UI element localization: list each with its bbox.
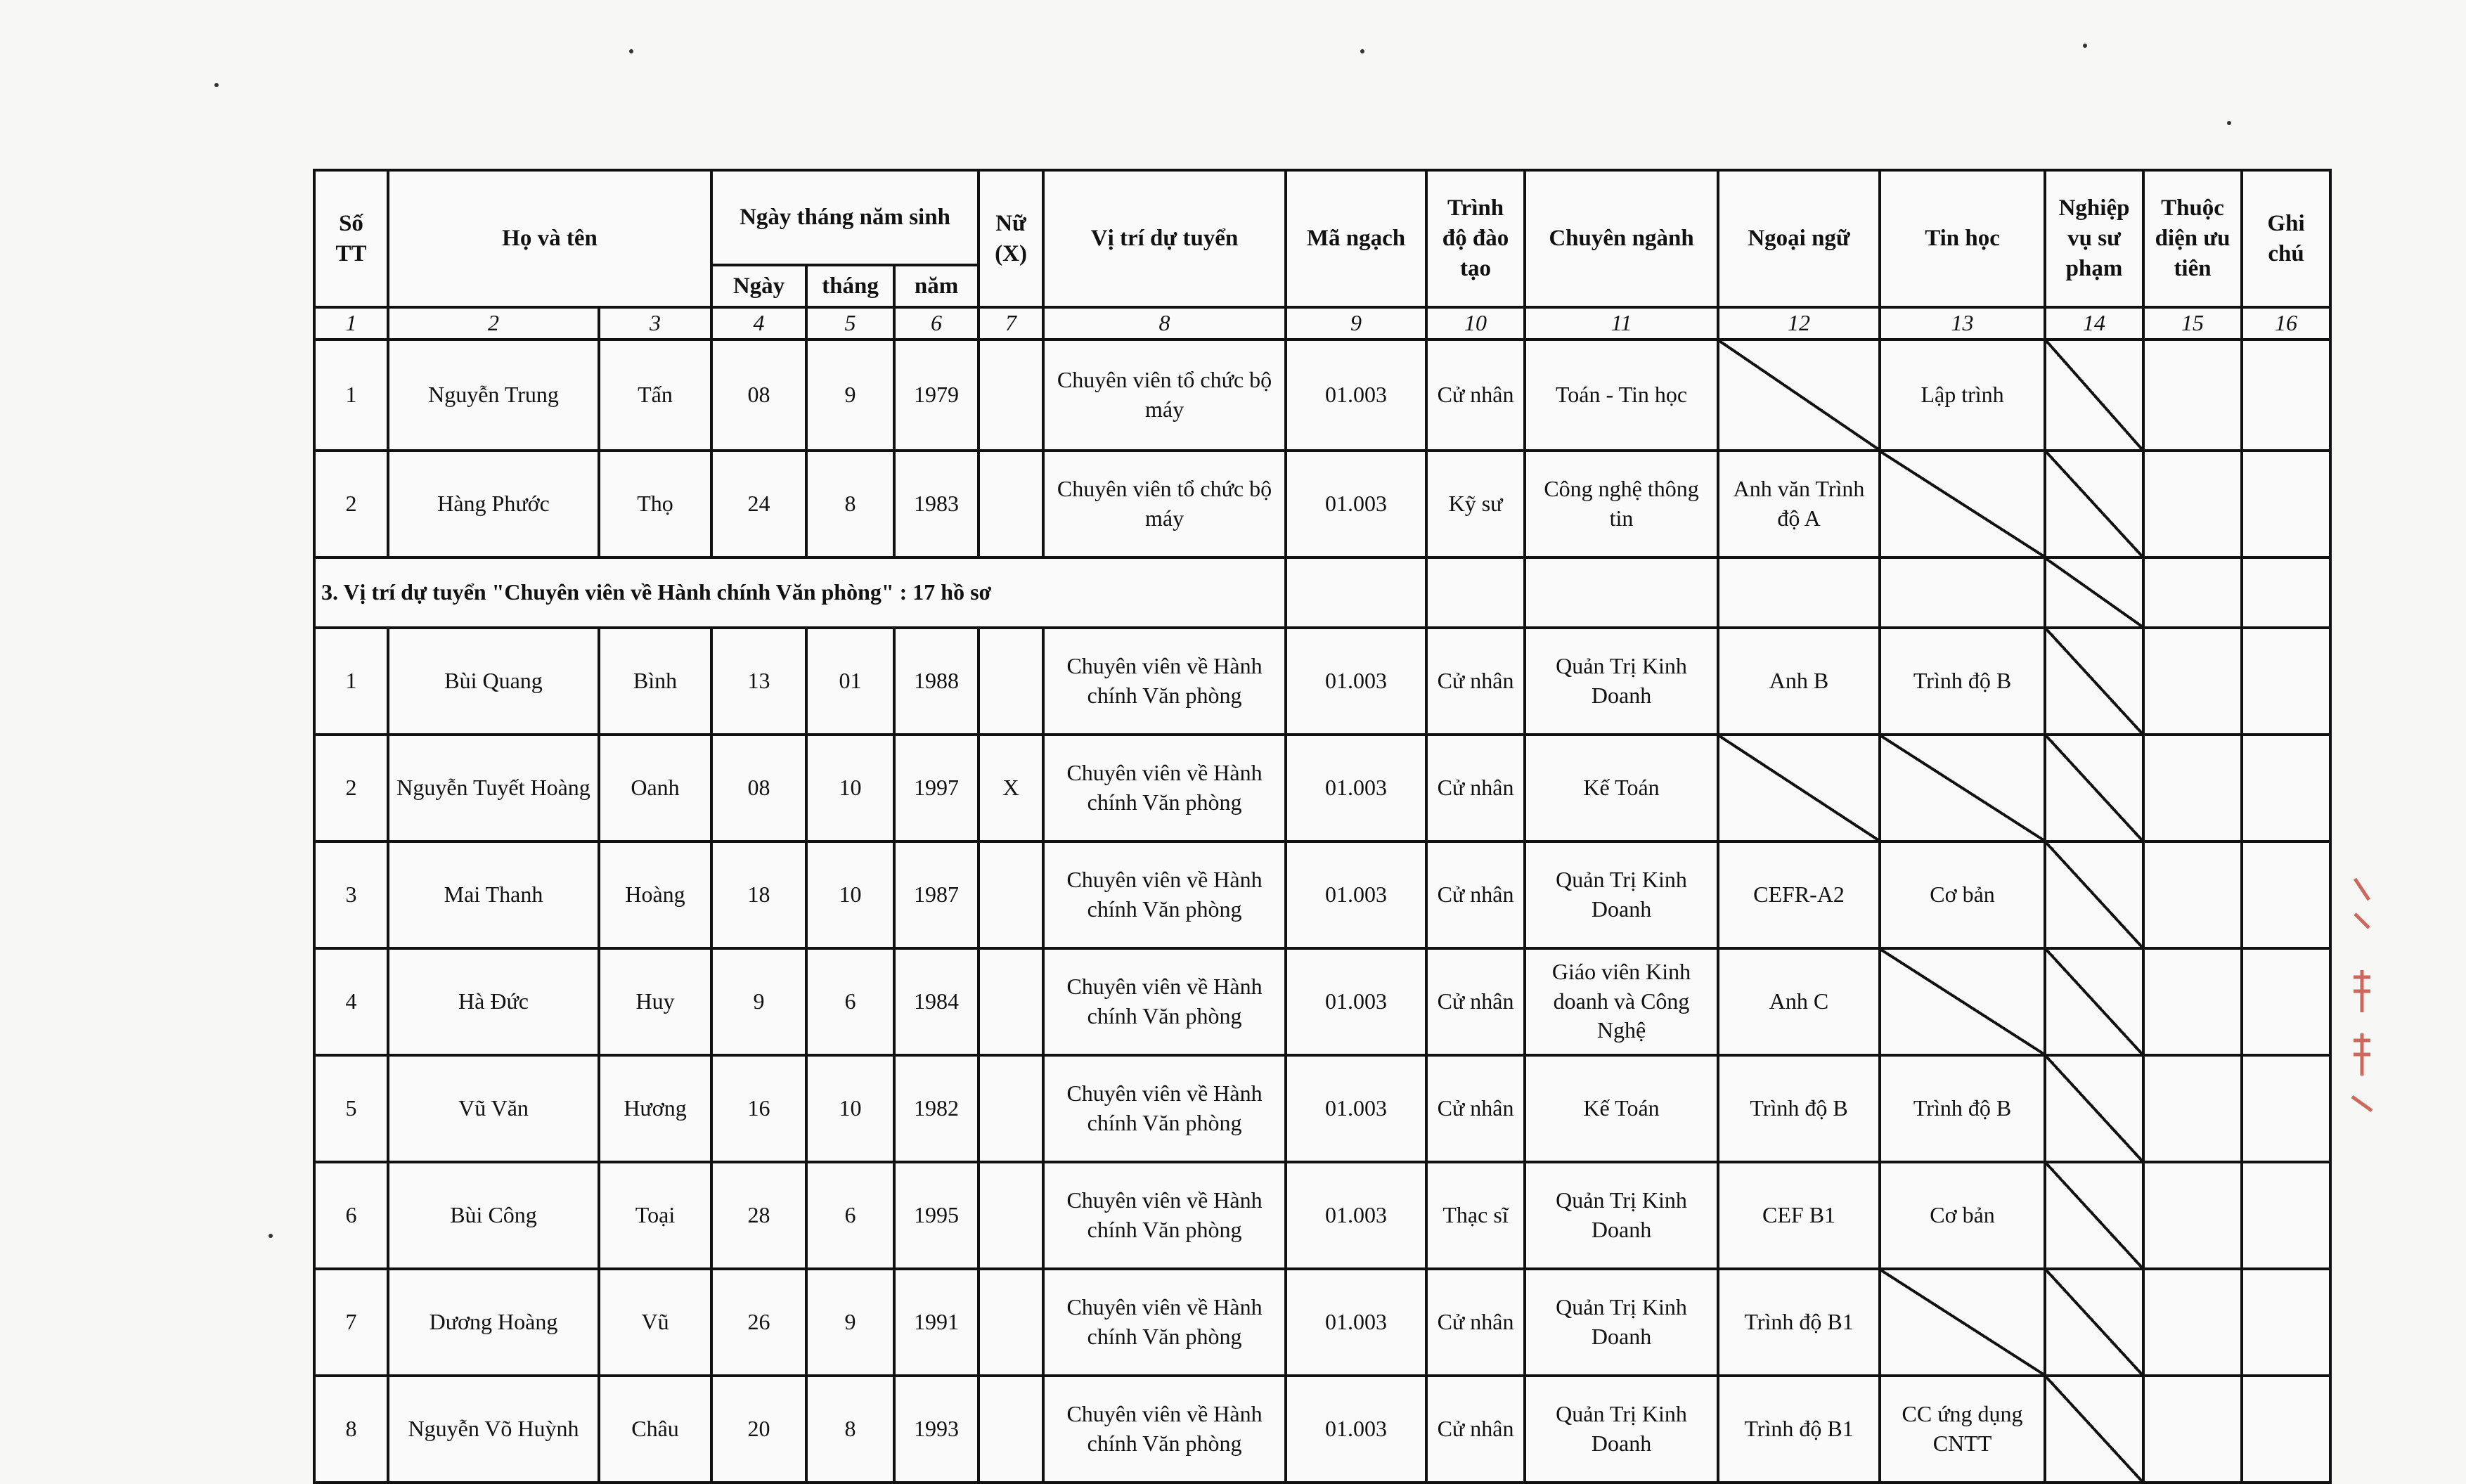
cell-ngoai-ngu bbox=[1718, 735, 1880, 841]
cell-ho: Nguyễn Võ Huỳnh bbox=[388, 1376, 599, 1483]
scan-speck bbox=[269, 1234, 273, 1238]
cell-empty bbox=[1880, 557, 2045, 628]
scan-speck bbox=[214, 83, 219, 87]
cell-ngay: 16 bbox=[711, 1055, 806, 1162]
cell-vi-tri: Chuyên viên về Hành chính Văn phòng bbox=[1043, 1055, 1286, 1162]
cell-empty bbox=[2242, 557, 2330, 628]
cell-ho: Nguyễn Tuyết Hoàng bbox=[388, 735, 599, 841]
cell-tin-hoc bbox=[1880, 451, 2045, 557]
cell-tin-hoc: CC ứng dụng CNTT bbox=[1880, 1376, 2045, 1483]
column-number: 15 bbox=[2143, 307, 2242, 340]
cell-nghiep-vu bbox=[2045, 1055, 2143, 1162]
cell-thuoc-dien bbox=[2143, 735, 2242, 841]
cell-tin-hoc bbox=[1880, 1269, 2045, 1376]
table-row bbox=[314, 1376, 2330, 1483]
cell-nam: 1991 bbox=[894, 1269, 979, 1376]
cell-trinh-do: Cử nhân bbox=[1426, 948, 1525, 1055]
cell-trinh-do: Cử nhân bbox=[1426, 628, 1525, 735]
table-row bbox=[314, 451, 2330, 557]
cell-ngay: 9 bbox=[711, 948, 806, 1055]
cell-ngoai-ngu: CEFR-A2 bbox=[1718, 841, 1880, 948]
cell-ghi-chu bbox=[2242, 841, 2330, 948]
cell-ten: Huy bbox=[599, 948, 711, 1055]
column-number: 3 bbox=[599, 307, 711, 340]
cell-nu bbox=[979, 841, 1043, 948]
stamp-marks-icon bbox=[2348, 872, 2376, 1125]
cell-nam: 1988 bbox=[894, 628, 979, 735]
header-row bbox=[314, 170, 2330, 265]
cell-thuoc-dien bbox=[2143, 628, 2242, 735]
col-header-vi-tri: Vị trí dự tuyển bbox=[1043, 170, 1286, 307]
cell-ten: Vũ bbox=[599, 1269, 711, 1376]
column-number: 10 bbox=[1426, 307, 1525, 340]
column-number: 7 bbox=[979, 307, 1043, 340]
cell-thuoc-dien bbox=[2143, 340, 2242, 451]
cell-ngay: 28 bbox=[711, 1162, 806, 1269]
cell-thang: 6 bbox=[806, 948, 894, 1055]
cell-trinh-do: Cử nhân bbox=[1426, 1376, 1525, 1483]
cell-ten: Hoàng bbox=[599, 841, 711, 948]
cell-tin-hoc bbox=[1880, 735, 2045, 841]
cell-ma-ngach: 01.003 bbox=[1286, 1055, 1426, 1162]
cell-stt: 1 bbox=[314, 628, 388, 735]
col-header-ho-ten: Họ và tên bbox=[388, 170, 711, 307]
cell-nu: X bbox=[979, 735, 1043, 841]
cell-nu bbox=[979, 628, 1043, 735]
cell-chuyen-nganh: Quản Trị Kinh Doanh bbox=[1525, 1162, 1718, 1269]
cell-trinh-do: Cử nhân bbox=[1426, 1269, 1525, 1376]
cell-ghi-chu bbox=[2242, 628, 2330, 735]
table-row bbox=[314, 948, 2330, 1055]
cell-tin-hoc: Trình độ B bbox=[1880, 1055, 2045, 1162]
table-row bbox=[314, 340, 2330, 451]
cell-ghi-chu bbox=[2242, 1376, 2330, 1483]
cell-ngay: 18 bbox=[711, 841, 806, 948]
col-header-stt: Số TT bbox=[314, 170, 388, 307]
cell-nghiep-vu bbox=[2045, 628, 2143, 735]
cell-stt: 5 bbox=[314, 1055, 388, 1162]
cell-ngoai-ngu: Trình độ B1 bbox=[1718, 1376, 1880, 1483]
cell-vi-tri: Chuyên viên tổ chức bộ máy bbox=[1043, 340, 1286, 451]
cell-thuoc-dien bbox=[2143, 1269, 2242, 1376]
cell-empty bbox=[1718, 557, 1880, 628]
column-number: 4 bbox=[711, 307, 806, 340]
cell-thang: 01 bbox=[806, 628, 894, 735]
cell-ngoai-ngu: CEF B1 bbox=[1718, 1162, 1880, 1269]
cell-ma-ngach: 01.003 bbox=[1286, 628, 1426, 735]
cell-ma-ngach: 01.003 bbox=[1286, 735, 1426, 841]
cell-ho: Bùi Quang bbox=[388, 628, 599, 735]
cell-ngoai-ngu: Trình độ B bbox=[1718, 1055, 1880, 1162]
col-header-ngay: Ngày bbox=[711, 265, 806, 307]
cell-nam: 1983 bbox=[894, 451, 979, 557]
cell-ten: Tấn bbox=[599, 340, 711, 451]
cell-tin-hoc: Cơ bản bbox=[1880, 1162, 2045, 1269]
column-number: 12 bbox=[1718, 307, 1880, 340]
table-row bbox=[314, 628, 2330, 735]
cell-ten: Oanh bbox=[599, 735, 711, 841]
cell-trinh-do: Cử nhân bbox=[1426, 841, 1525, 948]
cell-thuoc-dien bbox=[2143, 1055, 2242, 1162]
col-header-chuyen-nganh: Chuyên ngành bbox=[1525, 170, 1718, 307]
cell-vi-tri: Chuyên viên về Hành chính Văn phòng bbox=[1043, 628, 1286, 735]
column-number: 5 bbox=[806, 307, 894, 340]
cell-vi-tri: Chuyên viên về Hành chính Văn phòng bbox=[1043, 841, 1286, 948]
table-row bbox=[314, 1162, 2330, 1269]
cell-nghiep-vu bbox=[2045, 340, 2143, 451]
cell-ghi-chu bbox=[2242, 1162, 2330, 1269]
cell-ma-ngach: 01.003 bbox=[1286, 451, 1426, 557]
cell-nam: 1982 bbox=[894, 1055, 979, 1162]
scan-speck bbox=[2083, 44, 2087, 48]
cell-thuoc-dien bbox=[2143, 1162, 2242, 1269]
column-number: 8 bbox=[1043, 307, 1286, 340]
cell-nghiep-vu bbox=[2045, 1162, 2143, 1269]
cell-thuoc-dien bbox=[2143, 841, 2242, 948]
cell-ho: Mai Thanh bbox=[388, 841, 599, 948]
section-title: 3. Vị trí dự tuyển "Chuyên viên về Hành chính Văn phòng" : 17 hồ sơ bbox=[314, 557, 1286, 628]
cell-nghiep-vu bbox=[2045, 1376, 2143, 1483]
cell-stt: 1 bbox=[314, 340, 388, 451]
col-header-nu: Nữ (X) bbox=[979, 170, 1043, 307]
column-number: 6 bbox=[894, 307, 979, 340]
cell-nu bbox=[979, 1376, 1043, 1483]
table-row bbox=[314, 735, 2330, 841]
column-number: 1 bbox=[314, 307, 388, 340]
cell-ma-ngach: 01.003 bbox=[1286, 1376, 1426, 1483]
column-number: 2 bbox=[388, 307, 599, 340]
cell-ho: Bùi Công bbox=[388, 1162, 599, 1269]
column-number: 11 bbox=[1525, 307, 1718, 340]
cell-nam: 1993 bbox=[894, 1376, 979, 1483]
cell-ngay: 08 bbox=[711, 340, 806, 451]
cell-chuyen-nganh: Quản Trị Kinh Doanh bbox=[1525, 1269, 1718, 1376]
cell-ngay: 24 bbox=[711, 451, 806, 557]
cell-stt: 2 bbox=[314, 735, 388, 841]
scan-speck bbox=[1360, 49, 1364, 53]
cell-vi-tri: Chuyên viên về Hành chính Văn phòng bbox=[1043, 1376, 1286, 1483]
cell-ho: Nguyễn Trung bbox=[388, 340, 599, 451]
col-header-ma-ngach: Mã ngạch bbox=[1286, 170, 1426, 307]
col-header-thuoc-dien: Thuộc diện ưu tiên bbox=[2143, 170, 2242, 307]
cell-stt: 7 bbox=[314, 1269, 388, 1376]
col-header-nghiep-vu: Nghiệp vụ sư phạm bbox=[2045, 170, 2143, 307]
cell-ma-ngach: 01.003 bbox=[1286, 948, 1426, 1055]
col-header-nam: năm bbox=[894, 265, 979, 307]
cell-vi-tri: Chuyên viên tổ chức bộ máy bbox=[1043, 451, 1286, 557]
column-number: 9 bbox=[1286, 307, 1426, 340]
scan-speck bbox=[629, 49, 633, 53]
cell-nu bbox=[979, 1162, 1043, 1269]
cell-thang: 9 bbox=[806, 340, 894, 451]
cell-ma-ngach: 01.003 bbox=[1286, 841, 1426, 948]
cell-stt: 4 bbox=[314, 948, 388, 1055]
cell-tin-hoc: Cơ bản bbox=[1880, 841, 2045, 948]
cell-nu bbox=[979, 340, 1043, 451]
cell-ghi-chu bbox=[2242, 1055, 2330, 1162]
col-header-thang: tháng bbox=[806, 265, 894, 307]
cell-ho: Hàng Phước bbox=[388, 451, 599, 557]
cell-stt: 2 bbox=[314, 451, 388, 557]
cell-empty bbox=[1525, 557, 1718, 628]
cell-thang: 9 bbox=[806, 1269, 894, 1376]
cell-thang: 10 bbox=[806, 841, 894, 948]
cell-thang: 8 bbox=[806, 1376, 894, 1483]
cell-chuyen-nganh: Quản Trị Kinh Doanh bbox=[1525, 1376, 1718, 1483]
cell-ma-ngach: 01.003 bbox=[1286, 340, 1426, 451]
cell-tin-hoc: Trình độ B bbox=[1880, 628, 2045, 735]
cell-thang: 6 bbox=[806, 1162, 894, 1269]
cell-stt: 3 bbox=[314, 841, 388, 948]
cell-ghi-chu bbox=[2242, 735, 2330, 841]
cell-vi-tri: Chuyên viên về Hành chính Văn phòng bbox=[1043, 1269, 1286, 1376]
cell-thang: 10 bbox=[806, 1055, 894, 1162]
column-number-row bbox=[314, 307, 2330, 340]
cell-ngoai-ngu: Anh văn Trình độ A bbox=[1718, 451, 1880, 557]
cell-ngoai-ngu: Trình độ B1 bbox=[1718, 1269, 1880, 1376]
cell-nu bbox=[979, 1055, 1043, 1162]
cell-empty bbox=[1286, 557, 1426, 628]
col-header-ghi-chu: Ghi chú bbox=[2242, 170, 2330, 307]
cell-ho: Hà Đức bbox=[388, 948, 599, 1055]
cell-nghiep-vu bbox=[2045, 1269, 2143, 1376]
cell-ma-ngach: 01.003 bbox=[1286, 1269, 1426, 1376]
cell-ghi-chu bbox=[2242, 948, 2330, 1055]
cell-trinh-do: Thạc sĩ bbox=[1426, 1162, 1525, 1269]
cell-nghiep-vu bbox=[2045, 735, 2143, 841]
cell-nam: 1997 bbox=[894, 735, 979, 841]
cell-trinh-do: Cử nhân bbox=[1426, 1055, 1525, 1162]
cell-chuyen-nganh: Giáo viên Kinh doanh và Công Nghệ bbox=[1525, 948, 1718, 1055]
cell-nghiep-vu bbox=[2045, 451, 2143, 557]
cell-ngay: 08 bbox=[711, 735, 806, 841]
cell-stt: 6 bbox=[314, 1162, 388, 1269]
cell-ten: Châu bbox=[599, 1376, 711, 1483]
cell-thuoc-dien bbox=[2143, 948, 2242, 1055]
table-row bbox=[314, 1055, 2330, 1162]
cell-nu bbox=[979, 1269, 1043, 1376]
cell-ho: Vũ Văn bbox=[388, 1055, 599, 1162]
cell-tin-hoc bbox=[1880, 948, 2045, 1055]
col-header-ngay-sinh: Ngày tháng năm sinh bbox=[711, 170, 979, 265]
cell-ma-ngach: 01.003 bbox=[1286, 1162, 1426, 1269]
cell-ho: Dương Hoàng bbox=[388, 1269, 599, 1376]
cell-ngay: 13 bbox=[711, 628, 806, 735]
cell-nu bbox=[979, 948, 1043, 1055]
cell-chuyen-nganh: Toán - Tin học bbox=[1525, 340, 1718, 451]
cell-chuyen-nganh: Công nghệ thông tin bbox=[1525, 451, 1718, 557]
cell-thang: 10 bbox=[806, 735, 894, 841]
table-row bbox=[314, 1269, 2330, 1376]
column-number: 14 bbox=[2045, 307, 2143, 340]
cell-ghi-chu bbox=[2242, 1269, 2330, 1376]
candidate-table bbox=[313, 169, 2332, 1484]
cell-trinh-do: Cử nhân bbox=[1426, 735, 1525, 841]
cell-ten: Bình bbox=[599, 628, 711, 735]
cell-chuyen-nganh: Kế Toán bbox=[1525, 1055, 1718, 1162]
column-number: 16 bbox=[2242, 307, 2330, 340]
cell-empty bbox=[2143, 557, 2242, 628]
cell-thuoc-dien bbox=[2143, 1376, 2242, 1483]
col-header-trinh-do: Trình độ đào tạo bbox=[1426, 170, 1525, 307]
cell-vi-tri: Chuyên viên về Hành chính Văn phòng bbox=[1043, 948, 1286, 1055]
cell-nam: 1987 bbox=[894, 841, 979, 948]
cell-thang: 8 bbox=[806, 451, 894, 557]
red-stamp-fragment bbox=[2348, 872, 2376, 1125]
cell-nam: 1984 bbox=[894, 948, 979, 1055]
col-header-ngoai-ngu: Ngoại ngữ bbox=[1718, 170, 1880, 307]
cell-tin-hoc: Lập trình bbox=[1880, 340, 2045, 451]
scan-speck bbox=[2227, 121, 2231, 125]
cell-trinh-do: Cử nhân bbox=[1426, 340, 1525, 451]
cell-nam: 1979 bbox=[894, 340, 979, 451]
cell-ten: Thọ bbox=[599, 451, 711, 557]
cell-ten: Hương bbox=[599, 1055, 711, 1162]
cell-chuyen-nganh: Kế Toán bbox=[1525, 735, 1718, 841]
cell-nghiep-vu bbox=[2045, 557, 2143, 628]
cell-ngoai-ngu bbox=[1718, 340, 1880, 451]
cell-ngoai-ngu: Anh C bbox=[1718, 948, 1880, 1055]
cell-ngoai-ngu: Anh B bbox=[1718, 628, 1880, 735]
cell-nghiep-vu bbox=[2045, 841, 2143, 948]
cell-nghiep-vu bbox=[2045, 948, 2143, 1055]
cell-vi-tri: Chuyên viên về Hành chính Văn phòng bbox=[1043, 735, 1286, 841]
cell-chuyen-nganh: Quản Trị Kinh Doanh bbox=[1525, 841, 1718, 948]
cell-ngay: 20 bbox=[711, 1376, 806, 1483]
section-header-row bbox=[314, 557, 2330, 628]
cell-trinh-do: Kỹ sư bbox=[1426, 451, 1525, 557]
cell-ghi-chu bbox=[2242, 451, 2330, 557]
cell-thuoc-dien bbox=[2143, 451, 2242, 557]
table-row bbox=[314, 841, 2330, 948]
cell-nu bbox=[979, 451, 1043, 557]
cell-vi-tri: Chuyên viên về Hành chính Văn phòng bbox=[1043, 1162, 1286, 1269]
cell-empty bbox=[1426, 557, 1525, 628]
cell-ghi-chu bbox=[2242, 340, 2330, 451]
cell-ngay: 26 bbox=[711, 1269, 806, 1376]
column-number: 13 bbox=[1880, 307, 2045, 340]
cell-stt: 8 bbox=[314, 1376, 388, 1483]
cell-ten: Toại bbox=[599, 1162, 711, 1269]
col-header-tin-hoc: Tin học bbox=[1880, 170, 2045, 307]
cell-nam: 1995 bbox=[894, 1162, 979, 1269]
cell-chuyen-nganh: Quản Trị Kinh Doanh bbox=[1525, 628, 1718, 735]
